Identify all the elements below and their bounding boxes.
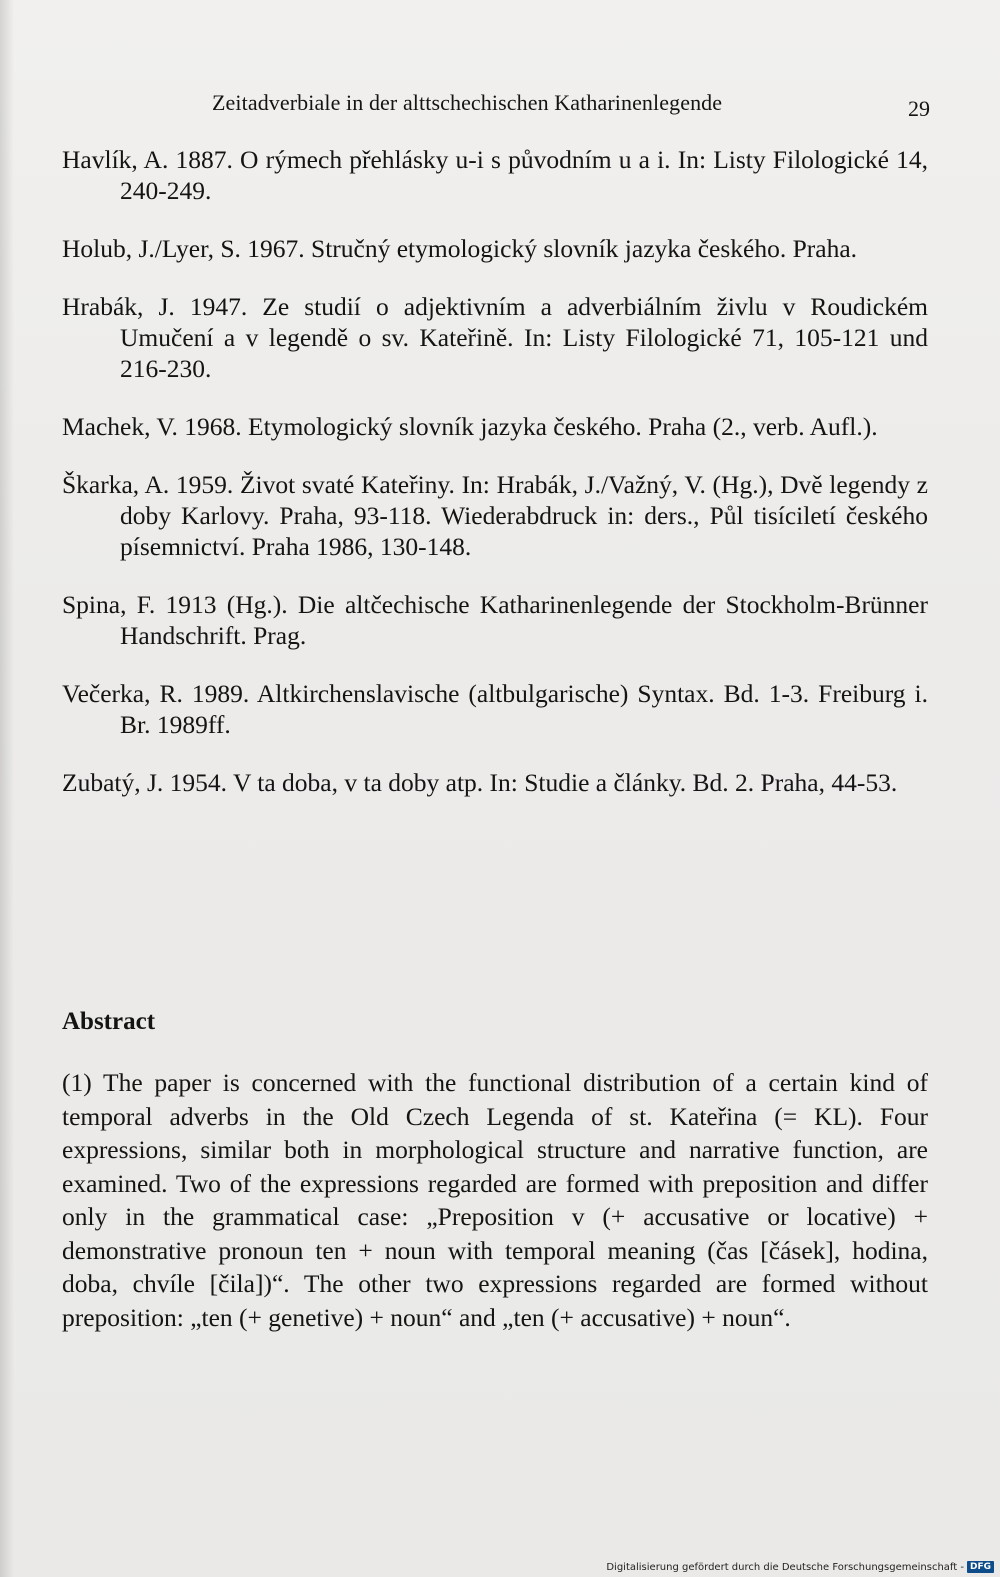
reference-entry: Machek, V. 1968. Etymologický slovník jazyka českého. Praha (2., verb. Aufl.). — [62, 412, 878, 441]
spine-shadow — [0, 0, 14, 1577]
reference-entry: Spina, F. 1913 (Hg.). Die altčechische Katharinenlegende der Stockholm-Brünner Handschrift. Prag. — [62, 590, 928, 650]
dfg-logo-icon: DFG — [967, 1561, 994, 1573]
reference-entry: Škarka, A. 1959. Život svaté Kateřiny. In: Hrabák, J./Važný, V. (Hg.), Dvě legendy z doby Karlovy. Praha, 93-118. Wiederabdruck in: ders., Půl tisíciletí českého písemnictví. Praha 1986, 130-148. — [62, 470, 928, 561]
digitization-credit: Digitalisierung gefördert durch die Deutsche Forschungsgemeinschaft - — [606, 1561, 964, 1573]
reference-entry: Havlík, A. 1887. O rýmech přehlásky u-i s původním u a i. In: Listy Filologické 14, 240-249. — [62, 145, 928, 205]
reference-entry: Holub, J./Lyer, S. 1967. Stručný etymologický slovník jazyka českého. Praha. — [62, 234, 858, 263]
page-number: 29 — [908, 96, 930, 121]
reference-list — [62, 144, 928, 825]
reference-entry: Hrabák, J. 1947. Ze studií o adjektivním a adverbiálním živlu v Roudickém Umučení a v legendě o sv. Kateřině. In: Listy Filologické 71, 105-121 und 216-230. — [62, 292, 928, 383]
reference-entry: Zubatý, J. 1954. V ta doba, v ta doby atp. In: Studie a články. Bd. 2. Praha, 44-53. — [62, 768, 898, 797]
running-head-title: Zeitadverbiale in der alttschechischen Katharinenlegende — [212, 90, 723, 115]
digitization-footer — [606, 1561, 994, 1573]
abstract-paragraph: (1) The paper is concerned with the functional distribution of a certain kind of temporal adverbs in the Old Czech Legenda of st. Kateřina (= KL). Four expressions, similar both in morphological structure and narrative function, are examined. Two of the expressions regarded are formed with preposition and differ only in the grammatical case: „Preposition v (+ accusative or locative) + demonstrative pronoun ten + noun with temporal meaning (čas [čásek], hodina, doba, chvíle [čila])“. The other two expressions regarded are formed without preposition: „ten (+ genetive) + noun“ and „ten (+ accusative) + noun“. — [62, 1068, 928, 1332]
reference-entry: Večerka, R. 1989. Altkirchenslavische (altbulgarische) Syntax. Bd. 1-3. Freiburg i. Br. 1989ff. — [62, 679, 928, 739]
abstract-heading: Abstract — [62, 1008, 156, 1035]
